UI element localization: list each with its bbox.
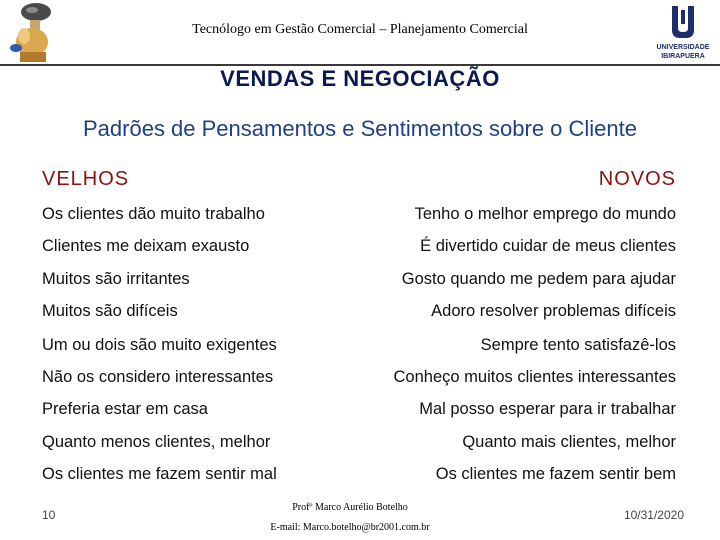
old-thought-7: Preferia estar em casa bbox=[42, 400, 208, 418]
column-head-new: NOVOS bbox=[598, 168, 676, 190]
footer-email: E-mail: Marco.botelho@br2001.com.br bbox=[270, 522, 430, 533]
university-logo bbox=[648, 2, 718, 64]
footer-date: 10/31/2020 bbox=[623, 508, 684, 522]
old-thought-5: Um ou dois são muito exigentes bbox=[42, 336, 277, 354]
new-thought-4: Adoro resolver problemas difíceis bbox=[431, 302, 676, 320]
footer-author: Profº Marco Aurélio Botelho bbox=[292, 502, 408, 513]
new-thought-9: Os clientes me fazem sentir bem bbox=[435, 465, 676, 483]
slide-title: VENDAS E NEGOCIAÇÃO bbox=[220, 66, 500, 91]
old-thought-3: Muitos são irritantes bbox=[42, 270, 190, 288]
old-thought-4: Muitos são difíceis bbox=[42, 302, 178, 320]
page-number: 10 bbox=[42, 508, 56, 522]
new-thought-3: Gosto quando me pedem para ajudar bbox=[401, 270, 676, 288]
new-thought-2: É divertido cuidar de meus clientes bbox=[420, 237, 676, 255]
column-head-old: VELHOS bbox=[42, 168, 130, 190]
course-header: Tecnólogo em Gestão Comercial – Planejamento Comercial bbox=[192, 22, 528, 37]
new-thought-7: Mal posso esperar para ir trabalhar bbox=[419, 400, 676, 418]
old-thought-6: Não os considero interessantes bbox=[42, 368, 274, 386]
new-thought-8: Quanto mais clientes, melhor bbox=[462, 433, 676, 451]
old-thought-1: Os clientes dão muito trabalho bbox=[42, 205, 265, 223]
new-thought-1: Tenho o melhor emprego do mundo bbox=[414, 205, 676, 223]
old-thought-2: Clientes me deixam exausto bbox=[42, 237, 250, 255]
new-thought-6: Conheço muitos clientes interessantes bbox=[393, 368, 676, 386]
new-thought-5: Sempre tento satisfazê-los bbox=[480, 336, 676, 354]
old-thought-8: Quanto menos clientes, melhor bbox=[42, 433, 271, 451]
old-thought-9: Os clientes me fazem sentir mal bbox=[42, 465, 277, 483]
university-logo-line2: IBIRAPUERA bbox=[661, 53, 705, 60]
slide-subtitle: Padrões de Pensamentos e Sentimentos sobre o Cliente bbox=[83, 116, 637, 141]
university-logo-line1: UNIVERSIDADE bbox=[656, 44, 710, 51]
